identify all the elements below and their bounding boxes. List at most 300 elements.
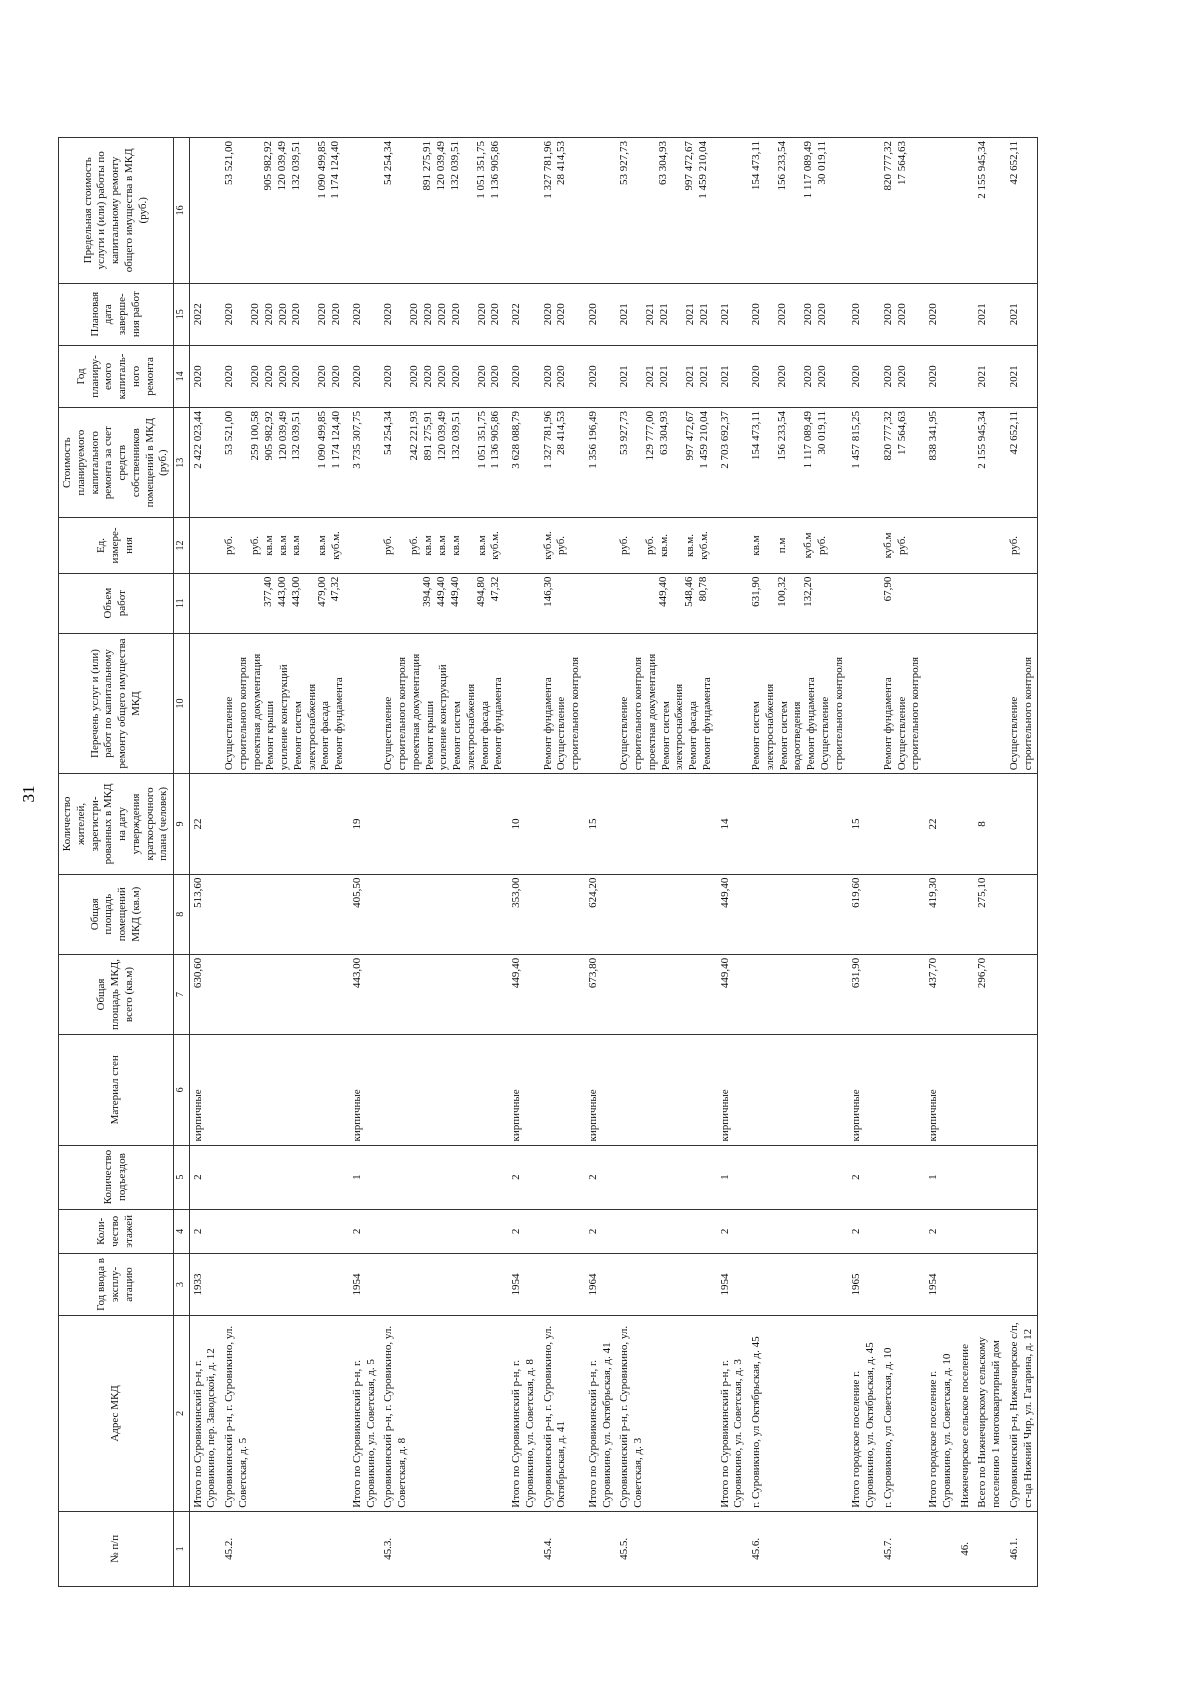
cell-works (925, 633, 957, 773)
cell-line: 120 039,49 (276, 411, 289, 461)
cell-line: 2020 (802, 303, 814, 326)
cell-line: 2020 (850, 303, 863, 326)
cell-line: 1 459 210,04 (697, 411, 710, 469)
cell-limits (349, 138, 381, 284)
cell-material: кирпичные (508, 1035, 540, 1145)
cell-area-total: 631,90 (848, 954, 880, 1034)
cell-material (540, 1035, 585, 1145)
cell-plan-years (957, 345, 975, 407)
cell-address: Суровикинский р-н, Нижнечирское с/п, ст-ца Нижний Чир, ул. Гагарина, д. 12 (1006, 1316, 1038, 1512)
column-header: № п/п (59, 1511, 174, 1586)
cell-line: куб.м. (330, 531, 342, 560)
cell-costs (508, 408, 540, 518)
cell-line: 42 652,11 (1007, 141, 1020, 185)
cell-line: 2020 (881, 365, 894, 388)
cell-entrances (880, 1145, 925, 1209)
cell-line: Ремонт фундамента (333, 677, 345, 771)
cell-line: усиление конструкций (437, 664, 450, 771)
cell-units (221, 518, 349, 573)
cell-floors: 2 (925, 1209, 957, 1253)
cell-area-total: 296,70 (974, 954, 1006, 1034)
cell-costs (880, 408, 925, 518)
cell-plan-years (585, 345, 617, 407)
cell-works (585, 633, 617, 773)
column-header: Перечень услуг и (или) работ по капитальному ремонту общего имущества МКД (59, 633, 174, 773)
cell-line: 2020 (191, 365, 204, 388)
cell-end-dates (349, 283, 381, 345)
cell-line: Осуществление строительного контроля (223, 656, 249, 771)
column-number: 16 (174, 138, 190, 284)
cell-line (408, 141, 421, 280)
cell-line: 997 472,67 (684, 411, 696, 461)
cell-area-rooms (540, 874, 585, 954)
cell-floors: 2 (349, 1209, 381, 1253)
cell-floors: 2 (848, 1209, 880, 1253)
cell-line: 2020 (262, 303, 275, 326)
cell-line: 2020 (382, 365, 395, 388)
cell-floors: 2 (508, 1209, 540, 1253)
cell-limits (508, 138, 540, 284)
cell-plan-years (717, 345, 749, 407)
cell-line: 394,40 (421, 576, 434, 607)
cell-line (249, 141, 262, 280)
cell-line: 2020 (776, 303, 788, 326)
cell-line: 2020 (449, 303, 462, 326)
cell-no (349, 1511, 381, 1586)
cell-line: кв.м (750, 535, 762, 556)
cell-line: 2020 (489, 365, 502, 388)
table-row (880, 138, 925, 1587)
cell-area-total: 443,00 (349, 954, 381, 1034)
cell-residents (380, 774, 508, 874)
cell-entrances: 2 (848, 1145, 880, 1209)
cell-line: 631,90 (750, 576, 762, 607)
cell-line: проектная документация (250, 653, 263, 771)
cell-line (223, 577, 249, 630)
cell-line: руб. (249, 535, 261, 556)
cell-line: 2020 (408, 365, 421, 388)
cell-works (189, 633, 221, 773)
cell-floors (221, 1209, 349, 1253)
column-number: 8 (174, 874, 190, 954)
column-number: 9 (174, 774, 190, 874)
table-row (221, 138, 349, 1587)
cell-area-rooms: 353,00 (508, 874, 540, 954)
cell-line: 2020 (895, 365, 908, 388)
cell-material (748, 1035, 848, 1145)
cell-area-rooms: 405,50 (349, 874, 381, 954)
cell-line (382, 577, 408, 630)
cell-works (848, 633, 880, 773)
cell-line: 2021 (684, 365, 696, 388)
cell-line: 2020 (276, 365, 289, 388)
cell-line: 1 117 089,49 (802, 411, 814, 469)
cell-year: 1965 (848, 1253, 880, 1315)
cell-material (974, 1035, 1006, 1145)
column-number: 4 (174, 1209, 190, 1253)
cell-line: 54 254,34 (382, 141, 395, 185)
cell-line: 2020 (223, 303, 235, 326)
cell-year: 1954 (349, 1253, 381, 1315)
cell-address: Нижнечирское сельское поселение (957, 1316, 975, 1512)
cell-line: 2021 (1007, 365, 1020, 388)
cell-units (349, 518, 381, 573)
cell-line: 2020 (408, 303, 421, 326)
cell-floors (880, 1209, 925, 1253)
cell-line: 2020 (435, 303, 448, 326)
cell-limits (925, 138, 957, 284)
cell-material: кирпичные (925, 1035, 957, 1145)
column-number: 11 (174, 573, 190, 633)
cell-floors (957, 1209, 975, 1253)
cell-line: 1 051 351,75 (475, 411, 488, 469)
cell-line: 838 341,95 (927, 411, 939, 461)
cell-line: 1 136 905,86 (488, 141, 501, 199)
cell-line: 2021 (658, 365, 670, 388)
cell-line: 1 356 196,49 (586, 411, 599, 469)
cell-line: 2021 (697, 303, 710, 326)
table-row (925, 138, 957, 1587)
cell-area-total (957, 954, 975, 1034)
cell-line: 2020 (316, 365, 329, 388)
cell-residents (616, 774, 716, 874)
cell-line: 2021 (644, 303, 657, 326)
cell-line: 2020 (802, 365, 814, 388)
cell-entrances: 2 (508, 1145, 540, 1209)
cell-floors (616, 1209, 716, 1253)
cell-no: 46.1. (1006, 1511, 1038, 1586)
cell-line: Ремонт систем водоотведения (777, 701, 804, 771)
table-row (616, 138, 716, 1587)
cell-line: кв.м (276, 535, 289, 556)
cell-entrances: 1 (925, 1145, 957, 1209)
cell-line: 2020 (249, 365, 261, 388)
cell-residents: 8 (974, 774, 1006, 874)
table-row (380, 138, 508, 1587)
cell-line: 820 777,32 (881, 411, 894, 461)
cell-line: 53 521,00 (223, 141, 235, 185)
cell-works (616, 633, 716, 773)
cell-line: 120 039,49 (275, 141, 288, 191)
cell-limits (189, 138, 221, 284)
cell-line: 2020 (422, 365, 434, 388)
cell-area-total (748, 954, 848, 1034)
cell-residents (880, 774, 925, 874)
cell-area-total: 673,80 (585, 954, 617, 1034)
cell-line: 63 304,93 (657, 141, 670, 185)
cell-line: 449,40 (435, 576, 447, 607)
cell-line: 1 051 351,75 (474, 141, 487, 199)
cell-line: 2 422 023,44 (191, 411, 204, 469)
cell-line: 156 233,54 (776, 141, 788, 191)
column-header: Стоимость планируемого капитального ремонта за счет средств собственников помещений в МКД (руб.) (59, 408, 174, 518)
cell-units (880, 518, 925, 573)
cell-residents (540, 774, 585, 874)
cell-units (957, 518, 975, 573)
cell-line: 132 039,51 (448, 141, 461, 191)
cell-line: 2020 (249, 303, 261, 326)
cell-address: Суровикинский р-н, г. Суровикино, ул. Советская, д. 5 (221, 1316, 349, 1512)
cell-line: 2020 (449, 365, 462, 388)
cell-line: 53 927,73 (618, 141, 631, 185)
table-row (1006, 138, 1038, 1587)
cell-line: 154 473,11 (750, 411, 762, 461)
cell-units (717, 518, 749, 573)
cell-line (408, 577, 421, 630)
cell-limits (957, 138, 975, 284)
cell-floors (540, 1209, 585, 1253)
cell-line: 891 275,91 (422, 411, 434, 461)
cell-works (380, 633, 508, 773)
cell-line: 28 414,53 (555, 141, 568, 185)
cell-line: 259 100,58 (249, 411, 261, 461)
cell-limits (848, 138, 880, 284)
column-header: Объем работ (59, 573, 174, 633)
cell-floors (748, 1209, 848, 1253)
cell-line: Ремонт систем электроснабжения (291, 683, 318, 771)
cell-works (349, 633, 381, 773)
cell-line: 1 327 781,96 (541, 141, 554, 199)
cell-no: 45.5. (616, 1511, 716, 1586)
cell-entrances (1006, 1145, 1038, 1209)
cell-address: Итого по Суровикинский р-н, г. Суровикино, ул. Советская, д. 8 (508, 1316, 540, 1512)
cell-end-dates (616, 283, 716, 345)
column-number: 14 (174, 345, 190, 407)
cell-volumes (748, 573, 848, 633)
cell-entrances (221, 1145, 349, 1209)
cell-line: 2 155 945,34 (976, 411, 989, 469)
cell-line: 2020 (815, 365, 828, 388)
cell-line: 2021 (1007, 303, 1020, 326)
cell-units (585, 518, 617, 573)
cell-area-rooms: 624,20 (585, 874, 617, 954)
cell-entrances (380, 1145, 508, 1209)
cell-area-rooms: 513,60 (189, 874, 221, 954)
cell-costs (189, 408, 221, 518)
cell-year: 1954 (717, 1253, 749, 1315)
cell-line: 2 703 692,37 (718, 411, 731, 469)
cell-line: Ремонт фундамента (492, 677, 505, 771)
table-row (508, 138, 540, 1587)
cell-line: 2022 (510, 303, 522, 326)
cell-year (380, 1253, 508, 1315)
cell-line: кв.м (262, 535, 275, 556)
cell-plan-years (508, 345, 540, 407)
cell-line: руб. (382, 535, 395, 556)
cell-units (748, 518, 848, 573)
cell-line: кв.м (422, 535, 434, 556)
cell-limits (880, 138, 925, 284)
cell-line: 2020 (881, 303, 894, 326)
cell-material (880, 1035, 925, 1145)
cell-line: 146,30 (541, 576, 554, 607)
cell-material (380, 1035, 508, 1145)
cell-no: 45.3. (380, 1511, 508, 1586)
cell-line: Осуществление строительного контроля (555, 656, 581, 771)
cell-area-total: 449,40 (717, 954, 749, 1034)
cell-floors: 2 (585, 1209, 617, 1253)
cell-costs (925, 408, 957, 518)
cell-line: 2020 (510, 365, 522, 388)
cell-year: 1954 (508, 1253, 540, 1315)
cell-entrances (540, 1145, 585, 1209)
column-number: 5 (174, 1145, 190, 1209)
cell-line: 2020 (750, 303, 762, 326)
column-header: Год ввода в эксплу-атацию (59, 1253, 174, 1315)
column-header: Количество подъездов (59, 1145, 174, 1209)
cell-volumes (717, 573, 749, 633)
cell-works (717, 633, 749, 773)
cell-end-dates (957, 283, 975, 345)
cell-line: руб. (555, 535, 568, 556)
cell-limits (748, 138, 848, 284)
cell-units (974, 518, 1006, 573)
cell-line (1008, 577, 1034, 630)
cell-no (585, 1511, 617, 1586)
cell-line: руб. (895, 535, 908, 556)
cell-line: 2020 (422, 303, 434, 326)
cell-line: 2020 (350, 365, 363, 388)
cell-line: 132,20 (802, 576, 814, 607)
cell-works (508, 633, 540, 773)
column-number: 15 (174, 283, 190, 345)
cell-entrances: 2 (585, 1145, 617, 1209)
cell-no: 45.4. (540, 1511, 585, 1586)
cell-line: Ремонт систем электроснабжения (451, 683, 477, 771)
cell-residents (748, 774, 848, 874)
cell-end-dates (717, 283, 749, 345)
cell-line: 2021 (718, 303, 731, 326)
cell-volumes (925, 573, 957, 633)
repair-plan-table (58, 137, 1038, 1587)
cell-no (189, 1511, 221, 1586)
cell-line: 2020 (290, 365, 303, 388)
cell-year: 1964 (585, 1253, 617, 1315)
cell-entrances (616, 1145, 716, 1209)
cell-line: 2020 (895, 303, 908, 326)
cell-line: 80,78 (697, 576, 709, 602)
cell-line: 2021 (644, 365, 657, 388)
cell-line: 2020 (586, 303, 599, 326)
cell-costs (848, 408, 880, 518)
cell-line: Осуществление строительного контроля (818, 656, 845, 771)
cell-line: 47,32 (329, 576, 342, 602)
cell-line: 120 039,49 (435, 411, 448, 461)
cell-line: 494,80 (474, 576, 487, 607)
column-header: Коли-чество этажей (59, 1209, 174, 1253)
cell-costs (540, 408, 585, 518)
cell-no (925, 1511, 957, 1586)
cell-area-total (1006, 954, 1038, 1034)
table-row (957, 138, 975, 1587)
cell-volumes (616, 573, 716, 633)
cell-line (816, 577, 842, 630)
cell-no: 45.2. (221, 1511, 349, 1586)
cell-entrances: 1 (349, 1145, 381, 1209)
cell-floors (1006, 1209, 1038, 1253)
cell-residents: 19 (349, 774, 381, 874)
cell-line: Ремонт фасада (687, 701, 699, 771)
cell-area-total (540, 954, 585, 1034)
cell-residents (1006, 774, 1038, 874)
cell-line: Ремонт фундамента (700, 677, 713, 771)
cell-line: 30 019,11 (815, 411, 828, 455)
cell-volumes (540, 573, 585, 633)
cell-area-total (616, 954, 716, 1034)
cell-limits (221, 138, 349, 284)
cell-costs (221, 408, 349, 518)
cell-line: руб. (223, 535, 235, 556)
cell-costs (585, 408, 617, 518)
cell-line (618, 577, 644, 630)
cell-material (957, 1035, 975, 1145)
column-header: Материал стен (59, 1035, 174, 1145)
cell-line: 2020 (555, 303, 568, 326)
cell-end-dates (585, 283, 617, 345)
cell-year (1006, 1253, 1038, 1315)
cell-line: 28 414,53 (555, 411, 568, 456)
cell-line: руб. (618, 535, 631, 556)
table-row (585, 138, 617, 1587)
cell-line: 2022 (191, 303, 204, 326)
cell-units (189, 518, 221, 573)
cell-line (249, 577, 262, 630)
table-row (717, 138, 749, 1587)
cell-floors (974, 1209, 1006, 1253)
cell-floors: 2 (189, 1209, 221, 1253)
cell-units (925, 518, 957, 573)
cell-area-rooms (957, 874, 975, 954)
cell-plan-years (540, 345, 585, 407)
cell-line: 2020 (927, 365, 939, 388)
cell-line: 820 777,32 (881, 141, 894, 191)
cell-line: 2021 (976, 303, 989, 326)
cell-line: проектная документация (409, 653, 422, 771)
cell-plan-years (880, 345, 925, 407)
cell-material (221, 1035, 349, 1145)
column-number: 7 (174, 954, 190, 1034)
cell-line: 3 735 307,75 (350, 411, 363, 469)
cell-plan-years (748, 345, 848, 407)
cell-line: Осуществление строительного контроля (618, 656, 644, 771)
cell-line: 2020 (435, 365, 448, 388)
column-header: Количество жителей, зарегистри-рованных в МКД на дату утверждения краткосрочного плана (человек) (59, 774, 174, 874)
cell-line: Ремонт фасада (478, 701, 491, 771)
cell-area-rooms: 419,30 (925, 874, 957, 954)
cell-area-rooms (380, 874, 508, 954)
cell-line: 1 174 124,40 (329, 141, 342, 199)
cell-line: Ремонт систем электроснабжения (659, 683, 686, 771)
column-number: 3 (174, 1253, 190, 1315)
cell-plan-years (380, 345, 508, 407)
cell-material: кирпичные (717, 1035, 749, 1145)
cell-line: 2 155 945,34 (976, 141, 989, 199)
cell-address: Итого по Суровикинский р-н, г. Суровикино, ул. Октябрьская, д. 41 (585, 1316, 617, 1512)
cell-year (221, 1253, 349, 1315)
cell-works (957, 633, 975, 773)
cell-line: куб.м (802, 532, 814, 559)
cell-line: 2021 (684, 303, 696, 326)
cell-works (1006, 633, 1038, 773)
cell-line: 2020 (815, 303, 828, 326)
cell-line: 2020 (330, 365, 342, 388)
cell-line: 2020 (475, 365, 488, 388)
cell-limits (585, 138, 617, 284)
cell-material (1006, 1035, 1038, 1145)
cell-line: Ремонт фасада (319, 701, 332, 771)
cell-line: 443,00 (275, 576, 288, 607)
cell-line: 1 090 499,85 (315, 141, 328, 199)
